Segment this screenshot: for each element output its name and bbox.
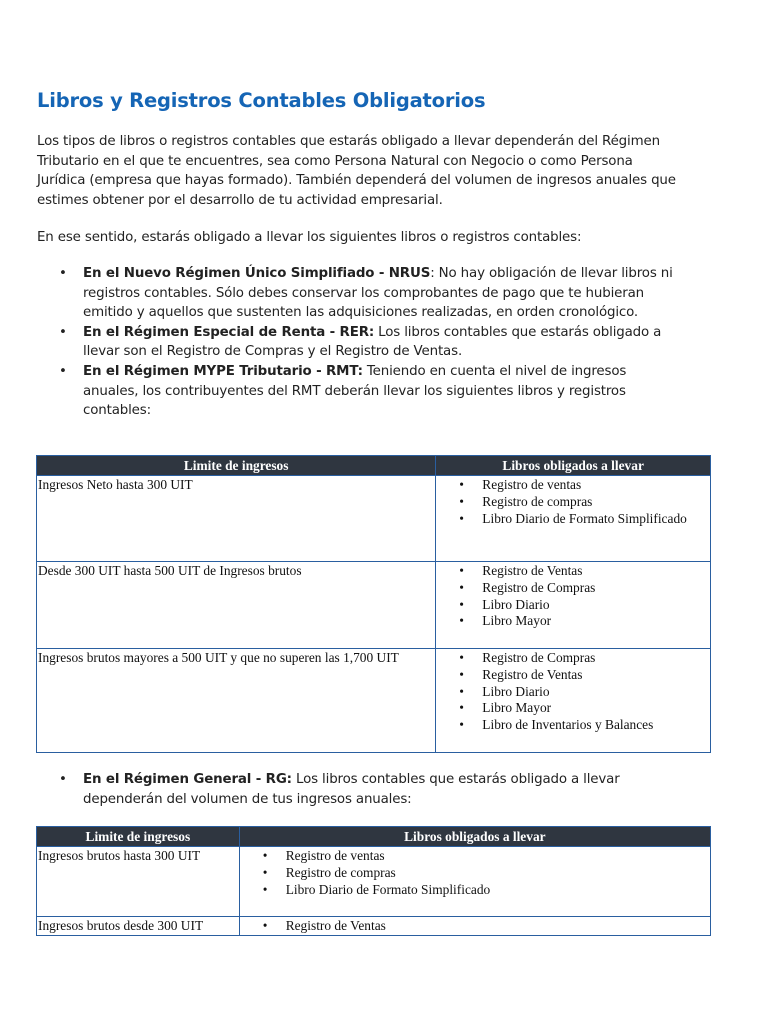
bullet-icon: • xyxy=(262,881,268,897)
rmt-table xyxy=(36,455,711,753)
book-item: • Registro de Compras xyxy=(459,579,596,595)
book-item: • Registro de compras xyxy=(459,493,593,509)
book-item: • Registro de ventas xyxy=(459,477,582,492)
list-item-rer xyxy=(37,323,677,362)
intro-paragraph: Los tipos de libros o registros contables que estarás obligado a llevar dependerán del Régimen Tributario en el que te encuentres, sea como Persona Natural con Negocio o como Persona Jurídica (empresa que hayas formado). También dependerá del volumen de ingresos anuales que estimes obtener por el desarrollo de tu actividad empresarial. xyxy=(37,134,676,208)
book-item: • Libro Diario xyxy=(459,683,550,699)
book-item: • Registro de Compras xyxy=(459,650,596,665)
table-row xyxy=(37,917,711,936)
bullet-icon: • xyxy=(59,363,67,379)
book-item: • Registro de Ventas xyxy=(459,666,583,682)
regime-list-general xyxy=(37,770,677,809)
books-cell xyxy=(436,476,711,562)
limit-cell: Ingresos brutos mayores a 500 UIT y que no superen las 1,700 UIT xyxy=(37,649,436,753)
bullet-icon: • xyxy=(459,666,464,682)
regime-description: Los libros contables que estarás obligado a llevar son el Registro de Compras y el Registro de Ventas. xyxy=(83,324,662,360)
header-books: Libros obligados a llevar xyxy=(239,827,710,847)
regime-name: En el Régimen Especial de Renta - RER: xyxy=(83,324,375,340)
list-item-nrus xyxy=(37,264,677,323)
header-limit: Limite de ingresos xyxy=(37,456,436,476)
bullet-icon: • xyxy=(459,717,464,733)
books-cell xyxy=(436,562,711,649)
bullet-icon: • xyxy=(459,477,464,492)
regime-description: : No hay obligación de llevar libros ni registros contables. Sólo debes conservar los comprobantes de pago que te hubieran emitido y aquellos que sustenten las adquisiciones realizadas, en orden cronológico. xyxy=(83,266,673,321)
regime-list xyxy=(37,264,677,421)
book-item: • Registro de ventas xyxy=(262,848,385,863)
table-row xyxy=(37,562,711,649)
header-limit: Limite de ingresos xyxy=(37,827,240,847)
book-item: • Libro Diario de Formato Simplificado xyxy=(262,881,491,897)
bullet-icon: • xyxy=(459,493,464,509)
regime-description: Los libros contables que estarás obligado a llevar dependerán del volumen de tus ingresos anuales: xyxy=(83,772,620,807)
book-item: • Libro Diario de Formato Simplificado xyxy=(459,510,687,526)
regime-name: En el Régimen General - RG: xyxy=(83,772,292,787)
books-cell xyxy=(239,847,710,917)
table-header-row xyxy=(37,456,711,476)
rg-table xyxy=(36,826,711,936)
books-cell xyxy=(239,917,710,936)
table-header-row xyxy=(37,827,711,847)
book-item: • Libro Diario xyxy=(459,596,550,612)
books-cell xyxy=(436,649,711,753)
regime-name: En el Régimen MYPE Tributario - RMT: xyxy=(83,363,363,379)
regime-name: En el Nuevo Régimen Único Simplifiado - NRUS xyxy=(83,266,431,281)
book-item: • Registro de compras xyxy=(262,864,396,880)
bullet-icon: • xyxy=(459,650,464,665)
table-row xyxy=(37,649,711,753)
book-item: • Registro de Ventas xyxy=(459,563,583,578)
bullet-icon: • xyxy=(459,510,464,526)
bullet-icon: • xyxy=(459,596,464,612)
limit-cell: Ingresos brutos desde 300 UIT xyxy=(37,917,240,936)
list-item-rg xyxy=(37,770,677,809)
bullet-icon: • xyxy=(59,324,67,340)
list-item-rmt xyxy=(37,362,677,421)
limit-cell: Desde 300 UIT hasta 500 UIT de Ingresos brutos xyxy=(37,562,436,649)
bullet-icon: • xyxy=(262,864,268,880)
limit-cell: Ingresos brutos hasta 300 UIT xyxy=(37,847,240,917)
table-row xyxy=(37,476,711,562)
bullet-icon: • xyxy=(459,700,464,716)
bullet-icon: • xyxy=(459,579,464,595)
table-row xyxy=(37,847,711,917)
bullet-icon: • xyxy=(262,848,268,863)
header-books: Libros obligados a llevar xyxy=(436,456,711,476)
regime-description: Teniendo en cuenta el nivel de ingresos anuales, los contribuyentes del RMT deberán llevar los siguientes libros y registros contables: xyxy=(83,363,627,419)
bullet-icon: • xyxy=(59,266,67,281)
page-title: Libros y Registros Contables Obligatorios xyxy=(37,89,486,112)
book-item: • Libro Mayor xyxy=(459,613,552,629)
bullet-icon: • xyxy=(459,683,464,699)
book-item: • Registro de Ventas xyxy=(262,918,386,933)
bullet-icon: • xyxy=(262,918,268,933)
book-item: • Libro de Inventarios y Balances xyxy=(459,717,654,733)
limit-cell: Ingresos Neto hasta 300 UIT xyxy=(37,476,436,562)
book-item: • Libro Mayor xyxy=(459,700,552,716)
bullet-icon: • xyxy=(459,563,464,578)
lead-paragraph: En ese sentido, estarás obligado a llevar los siguientes libros o registros contables: xyxy=(37,230,582,245)
bullet-icon: • xyxy=(59,772,67,787)
bullet-icon: • xyxy=(459,613,464,629)
